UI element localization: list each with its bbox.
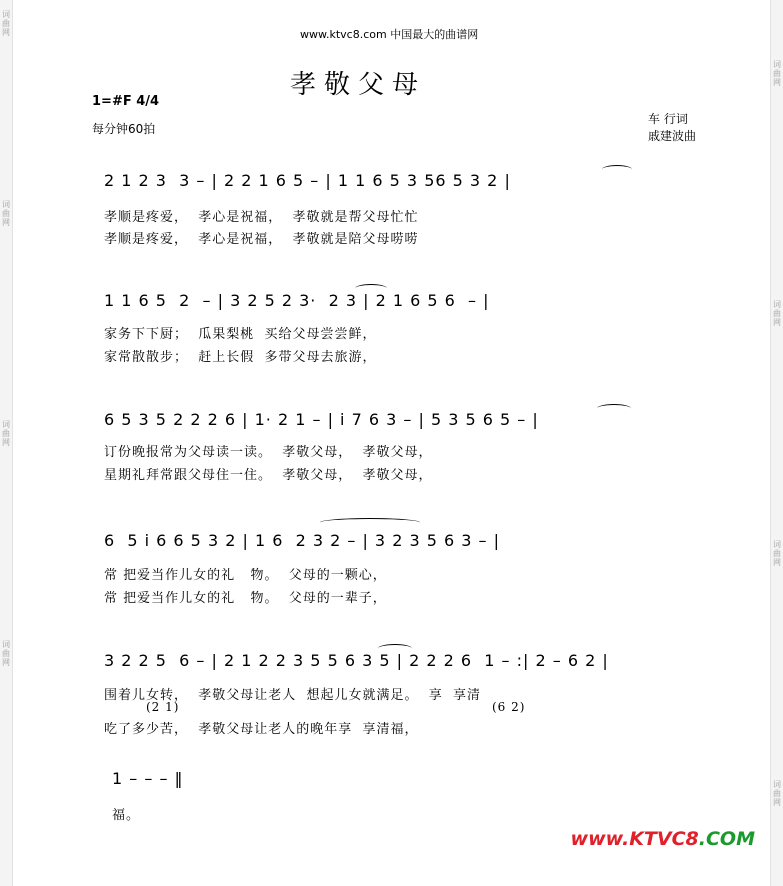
watermark-right-4: 词 曲 网 (773, 780, 781, 807)
notation-line-4: 6 5 i 6 6 5 3 2 | 1 6 2 3 2 – | 3 2 3 5 6 3 – | (104, 531, 500, 550)
lyric-line-6: 福。 (112, 808, 141, 823)
lyric-line-2-verse-1: 家务下下厨； 瓜果梨桃 买给父母尝尝鲜， (104, 327, 377, 342)
watermark-left-2: 词 曲 网 (2, 200, 10, 227)
site-header-link[interactable]: www.ktvc8.com 中国最大的曲谱网 (300, 28, 479, 41)
tempo-marking: 每分钟60拍 (92, 122, 156, 136)
key-signature: 1=#F 4/4 (92, 94, 160, 109)
lyric-line-3-verse-1: 订份晚报常为父母读一读。 孝敬父母， 孝敬父母， (104, 445, 433, 460)
notation-line-1: 2 1 2 3 3 – | 2 2 1 6 5 – | 1 1 6 5 3 56 5 3 2 | (104, 171, 511, 190)
slur-mark (597, 404, 631, 413)
footer-brand: KTVC8 (629, 828, 699, 850)
watermark-left-1: 词 曲 网 (2, 10, 10, 37)
lyric-line-5-verse-2: 吃了多少苦， 孝敬父母让老人的晚年享 享清福， (104, 722, 419, 737)
notation-line-2: 1 1 6 5 2 – | 3 2 5 2 3· 2 3 | 2 1 6 5 6 – | (104, 291, 490, 310)
watermark-right-1: 词 曲 网 (773, 60, 781, 87)
notation-line-3: 6 5 3 5 2 2 2 6 | 1· 2 1 – | i 7 6 3 – | 5 3 5 6 5 – | (104, 410, 539, 429)
slur-mark (355, 284, 387, 293)
lyric-line-3-verse-2: 星期礼拜常跟父母住一住。 孝敬父母， 孝敬父母， (104, 468, 433, 483)
alt-mark-2: (6 2) (492, 700, 526, 714)
watermark-left-4: 词 曲 网 (2, 640, 10, 667)
notation-line-6: 1 – – – ‖ (112, 769, 184, 788)
lyric-line-4-verse-1: 常 把爱当作儿女的礼 物。 父母的一颗心， (104, 568, 387, 583)
composer-credit: 戚建波曲 (648, 129, 697, 143)
song-title: 孝敬父母 (290, 70, 427, 100)
lyric-line-4-verse-2: 常 把爱当作儿女的礼 物。 父母的一辈子， (104, 591, 387, 606)
lyric-line-1-verse-2: 孝顺是疼爱， 孝心是祝福， 孝敬就是陪父母唠唠 (104, 232, 419, 247)
lyric-line-5-verse-1: 围着儿女转， 孝敬父母让老人 想起儿女就满足。 享 享清 (104, 688, 482, 703)
slur-mark (320, 518, 420, 527)
watermark-right-3: 词 曲 网 (773, 540, 781, 567)
watermark-right-2: 词 曲 网 (773, 300, 781, 327)
slur-mark (602, 165, 632, 174)
footer-site-logo[interactable] (571, 828, 755, 850)
lyric-line-2-verse-2: 家常散散步； 赶上长假 多带父母去旅游， (104, 350, 377, 365)
notation-line-5: 3 2 2 5 6 – | 2 1 2 2 3 5 5 6 3 5 | 2 2 2 6 1 – :| 2 – 6 2 | (104, 651, 609, 670)
lyric-line-1-verse-1: 孝顺是疼爱， 孝心是祝福， 孝敬就是帮父母忙忙 (104, 210, 419, 225)
alt-mark-1: (2 1) (146, 700, 180, 714)
slur-mark (378, 644, 412, 653)
right-watermark-strip (770, 0, 783, 886)
watermark-left-3: 词 曲 网 (2, 420, 10, 447)
lyricist-credit: 车 行词 (648, 112, 688, 126)
footer-prefix: www. (570, 828, 630, 850)
footer-suffix: .COM (698, 828, 755, 850)
